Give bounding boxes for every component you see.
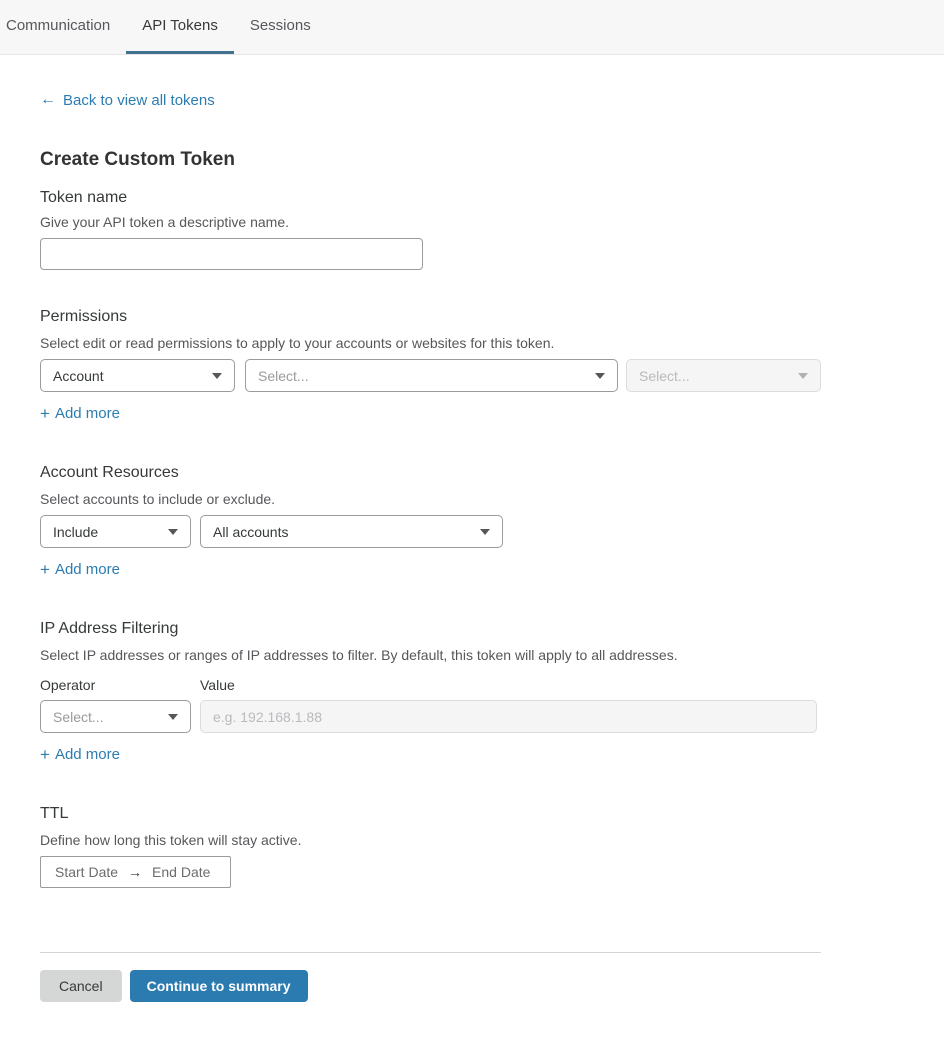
ip-filtering-field-labels [40, 677, 821, 693]
continue-to-summary-button[interactable]: Continue to summary [130, 970, 308, 1002]
create-token-form [0, 55, 861, 1038]
tab-bar [0, 0, 944, 55]
back-to-tokens-link[interactable] [40, 91, 215, 109]
chevron-down-icon [168, 529, 178, 535]
ip-filtering-heading: IP Address Filtering [40, 620, 179, 637]
ip-operator-select[interactable] [40, 700, 191, 733]
token-name-input[interactable] [40, 238, 423, 270]
value-label: Value [200, 677, 235, 693]
tab-api-tokens[interactable]: API Tokens [126, 0, 234, 54]
accounts-select[interactable] [200, 515, 503, 548]
include-exclude-value: Include [53, 523, 99, 540]
ttl-date-range-picker[interactable] [40, 856, 231, 888]
plus-icon: + [40, 404, 50, 423]
add-more-label: Add more [54, 561, 120, 578]
accounts-select-value: All accounts [213, 523, 289, 540]
page-title: Create Custom Token [40, 149, 235, 170]
token-name-heading: Token name [40, 189, 128, 206]
plus-icon: + [40, 745, 50, 764]
start-date-label: Start Date [55, 864, 119, 880]
tab-sessions[interactable]: Sessions [249, 17, 311, 34]
token-name-description: Give your API token a descriptive name. [40, 214, 290, 230]
ip-filtering-description: Select IP addresses or ranges of IP addresses to filter. By default, this token will apply to all addresses. [40, 647, 678, 663]
ip-filtering-section [40, 619, 821, 765]
tab-communication[interactable]: Communication [6, 17, 111, 34]
permission-group-select[interactable] [245, 359, 618, 392]
permissions-section [40, 307, 821, 424]
ip-operator-placeholder: Select... [53, 708, 104, 725]
permission-scope-select[interactable] [40, 359, 235, 392]
permission-access-select [626, 359, 821, 392]
account-resources-heading: Account Resources [40, 464, 179, 481]
permission-group-placeholder: Select... [258, 367, 309, 384]
chevron-down-icon [212, 373, 222, 379]
permissions-heading: Permissions [40, 308, 128, 325]
right-arrow-icon: → [128, 864, 143, 880]
plus-icon: + [40, 560, 50, 579]
chevron-down-icon [595, 373, 605, 379]
permission-scope-value: Account [53, 367, 104, 384]
permission-access-placeholder: Select... [639, 367, 690, 384]
ttl-description: Define how long this token will stay active. [40, 832, 302, 848]
account-resources-section [40, 463, 821, 580]
ttl-heading: TTL [40, 805, 69, 822]
add-more-label: Add more [54, 405, 120, 422]
ttl-section [40, 804, 821, 888]
permissions-row [40, 359, 821, 392]
end-date-label: End Date [152, 864, 211, 880]
chevron-down-icon [798, 373, 808, 379]
account-resources-row [40, 515, 821, 548]
chevron-down-icon [168, 714, 178, 720]
ip-filtering-add-more-link[interactable] [40, 746, 120, 763]
ip-filtering-row [40, 700, 821, 733]
back-link-label: Back to view all tokens [63, 91, 215, 109]
back-arrow-icon: ← [40, 91, 56, 108]
chevron-down-icon [480, 529, 490, 535]
account-resources-add-more-link[interactable] [40, 561, 120, 578]
permissions-description: Select edit or read permissions to apply to your accounts or websites for this token. [40, 335, 555, 351]
add-more-label: Add more [54, 746, 120, 763]
footer-actions [40, 970, 821, 1002]
cancel-button[interactable]: Cancel [40, 970, 122, 1002]
account-resources-description: Select accounts to include or exclude. [40, 491, 276, 507]
ip-value-input [200, 700, 817, 733]
footer-divider [40, 952, 821, 953]
permissions-add-more-link[interactable] [40, 405, 120, 422]
token-name-section [40, 188, 821, 270]
include-exclude-select[interactable] [40, 515, 191, 548]
operator-label: Operator [40, 677, 96, 693]
